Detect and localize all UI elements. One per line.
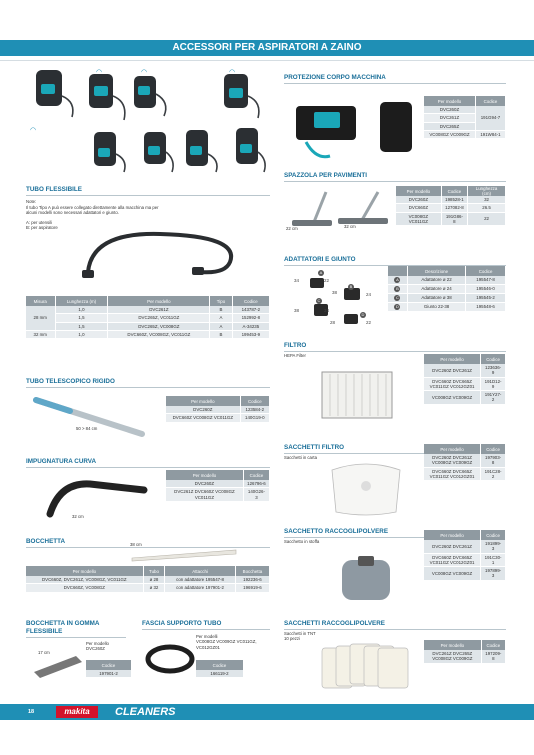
table-raccoglipolvere: Per modello Codice DVC260Z DVC261Z 191899-3 DVC660Z DVC665Z VC011GZ VC012GZ01 191C30-1 VC008GZ VC009GZ 197899-3 [424, 530, 506, 581]
section-title-sacchetti-filtro: SACCHETTI FILTRO [284, 444, 345, 451]
section-title-fascia: FASCIA SUPPORTO TUBO [142, 620, 222, 627]
section-title-tubo-telescopico: TUBO TELESCOPICO RIGIDO [26, 378, 115, 385]
dimension-label: 32 cm [344, 224, 356, 229]
table-row: DVC260Z 126796-6 [166, 480, 270, 488]
table-spazzola: Per modello Codice Lunghezza (cm) DVC260Z 198528-1 32 DVC660Z 127082-8 26.5 VC008GZ VC011GZ 191G86-8 22 [396, 186, 506, 226]
table-row: D Giunto 22-38 195548-6 [388, 303, 506, 312]
section-title-impugnatura: IMPUGNATURA CURVA [26, 458, 97, 465]
table-row: A Adattatore ø 22 195547-8 [388, 276, 506, 285]
section-title-filtro: FILTRO [284, 342, 307, 349]
section-title-tubo-flessibile: TUBO FLESSIBILE [26, 186, 82, 193]
wifi-icon: ◠ [96, 69, 103, 76]
page-number: 18 [28, 709, 35, 715]
bag-image [326, 460, 406, 518]
section-divider [26, 195, 270, 196]
section-title-bocchetta-gomma: BOCCHETTA IN GOMMA FLESSIBILE [26, 620, 100, 635]
title-divider [0, 60, 534, 61]
backpack-vacuum-image [24, 62, 274, 180]
table-impugnatura: Per modello Codice DVC260Z 126796-6 DVC261Z DVC660Z VC008GZ VC011GZ 140G26-3 [166, 470, 270, 502]
table-row: DVC660Z DVC665Z VC011GZ VC012GZ01 191C30-1 [424, 553, 506, 567]
table-bocchetta-gomma: Codice 197901-2 [86, 660, 132, 678]
table-row: DVC261Z [424, 114, 506, 122]
section-divider [26, 467, 270, 468]
adapter-dimensions: A 34 22 B 38 24 C 38 34 D 28 22 [294, 270, 372, 325]
table-row: 32 mm 1,0 DVC660Z, VC008GZ, VC011GZ B 199453-9 [26, 330, 270, 338]
table-row: DVC260Z 198528-1 32 [396, 196, 506, 204]
table-tubo-telescopico: Per modello Codice DVC260Z 123584-2 DVC660Z VC008GZ VC011GZ 140G19-0 [166, 396, 270, 423]
table-row: DVC260Z DVC261Z 123636-9 [424, 364, 506, 377]
note-label: Note: [26, 199, 37, 204]
table-row: DVC660Z DVC665Z VC011GZ VC012GZ01 191D12-9 [424, 377, 506, 391]
table-row: 197901-2 [86, 670, 132, 678]
table-row: B Adattatore ø 24 195546-0 [388, 285, 506, 294]
section-divider [26, 637, 126, 638]
hose-image [80, 222, 250, 284]
table-row: 1,5 DVC265Z, VC011GZ A 152992-8 [26, 314, 270, 322]
legend-b: B: per aspiratore [26, 225, 58, 231]
section-title-sacchetti-raccoglipolvere: SACCHETTI RACCOGLIPOLVERE [284, 620, 385, 627]
table-row: DVC660Z 127082-8 26.5 [396, 204, 506, 212]
table-row: DVC660Z, VC008GZ ø 32 con adattatore 197901-2 196919-6 [26, 584, 270, 592]
section-divider [284, 83, 506, 84]
category-title: CLEANERS [115, 706, 176, 718]
brand-logo: makita [56, 706, 98, 718]
dimension-label: 32 cm [72, 514, 84, 519]
table-row: VC008GZ VC009GZ 197899-3 [424, 567, 506, 581]
note-text: Il tubo Tipo A può essere collegato direttamente alla macchina ma per alcuni modelli sono necessari adattatori e giunto. [26, 204, 159, 216]
table-row: DVC660Z, DVC261Z, VC008GZ, VC011GZ ø 28 con adattatore 195547-8 192236-6 [26, 576, 270, 584]
model-text: DVC260Z [86, 646, 105, 651]
section-title-bocchetta: BOCCHETTA [26, 538, 66, 545]
table-filtro: Per modello Codice DVC260Z DVC261Z 123636-9 DVC660Z DVC665Z VC011GZ VC012GZ01 191D12-9 VC008GZ VC009GZ 191Y27-2 [424, 354, 506, 405]
handle-image [40, 474, 150, 520]
table-adattatori: Descrizione Codice A Adattatore ø 22 195547-8 B Adattatore ø 24 195546-0 C Adattatore ø 38 195545-2 D Giunto 22-38 195548-6 [388, 266, 506, 312]
table-tubo-flessibile: Misura Lunghezza (m) Per modello Tipo Codice 28 mm 1,0 DVC261Z B 143787-2 1,5 DVC265Z, VC011GZ A 152992-8 1,5 DVC265Z, VC008GZ A A-34235 32 mm 1,0 DVC660Z, VC008GZ, VC011GZ B 199453-9 [26, 296, 270, 339]
legend-a: A: per utensili [26, 219, 53, 225]
for-model-label: Per modelli [196, 634, 218, 639]
section-divider [142, 629, 270, 630]
table-row: 1,5 DVC265Z, VC008GZ A A-34235 [26, 322, 270, 330]
table-row: DVC660Z DVC665Z VC011GZ VC012GZ01 191C28-2 [424, 467, 506, 481]
body-protection-image [286, 86, 420, 162]
strap-image [144, 642, 196, 676]
subtitle: Sacchetti in TNT [284, 631, 316, 636]
table-row: 28 mm 1,0 DVC261Z B 143787-2 [26, 306, 270, 314]
pieces-label: 10 pezzi [284, 636, 301, 641]
hepa-filter-image [318, 368, 396, 422]
dimension-label: 17 cm [38, 650, 50, 655]
table-row: DVC260Z DVC261Z 191899-3 [424, 540, 506, 553]
subtitle: Sacchetti in carta [284, 455, 317, 460]
table-row: DVC260Z 123584-2 [166, 406, 270, 414]
table-protezione: Per modello Codice DVC260Z 191G94-7 DVC261Z DVC265Z VC008GZ VC009GZ 191W84-1 [424, 96, 506, 139]
wifi-icon: ◠ [229, 69, 236, 76]
table-row: DVC261Z DVC265Z VC008GZ VC009GZ 197209-8 [424, 650, 506, 663]
table-row: DVC261Z DVC660Z VC008GZ VC011GZ 140G26-3 [166, 488, 270, 502]
section-divider [284, 629, 506, 630]
tnt-bags-image [318, 640, 414, 696]
floor-brush-image [286, 186, 396, 236]
table-fascia: Codice 166119-2 [196, 660, 244, 678]
table-row: DVC260Z 191G94-7 [424, 106, 506, 114]
section-title-protezione: PROTEZIONE CORPO MACCHINA [284, 74, 386, 81]
table-row: 166119-2 [196, 670, 244, 678]
table-row: VC008GZ VC011GZ 191G86-8 22 [396, 212, 506, 226]
table-sacchetti-raccoglipolvere: Per modello Codice DVC261Z DVC265Z VC008GZ VC009GZ 197209-8 [424, 640, 506, 664]
table-row: DVC660Z VC008GZ VC011GZ 140G19-0 [166, 414, 270, 422]
models-text: VC008GZ VC009GZ VC011GZ, VC012GZ01 [196, 639, 257, 650]
tube-image [30, 394, 150, 440]
section-divider [284, 351, 506, 352]
table-row: DVC260Z DVC261Z VC008GZ VC009GZ 197903-8 [424, 454, 506, 467]
nozzle-image [130, 548, 240, 562]
table-sacchetti-filtro: Per modello Codice DVC260Z DVC261Z VC008GZ VC009GZ 197903-8 DVC660Z DVC665Z VC011GZ VC012GZ01 191C28-2 [424, 444, 506, 481]
table-row: DVC265Z [424, 122, 506, 130]
table-row: VC008GZ VC009GZ 191Y27-2 [424, 391, 506, 405]
section-title-adattatori: ADATTATORI E GIUNTO [284, 256, 356, 263]
dimension-label: 50 > 84 cm [76, 426, 98, 431]
subtitle: HEPA Filter [284, 353, 306, 358]
table-bocchetta: Per modello Tubo Attacchi Bocchetta DVC660Z, DVC261Z, VC008GZ, VC011GZ ø 28 con adattatore 195547-8 192236-6 DVC660Z, VC008GZ ø 32 con adattatore 197901-2 196919-6 [26, 566, 270, 593]
table-row: VC008GZ VC009GZ 191W84-1 [424, 130, 506, 138]
page-title: ACCESSORI PER ASPIRATORI A ZAINO [0, 40, 534, 56]
section-divider [284, 181, 506, 182]
cloth-bag-image [336, 554, 396, 606]
wifi-icon: ◠ [141, 69, 148, 76]
section-divider [26, 387, 270, 388]
table-row: C Adattatore ø 38 195545-2 [388, 294, 506, 303]
section-title-raccoglipolvere: SACCHETTO RACCOGLIPOLVERE [284, 528, 389, 535]
wifi-icon: ◠ [30, 127, 37, 134]
section-title-spazzola: SPAZZOLA PER PAVIMENTI [284, 172, 368, 179]
subtitle: Sacchetto in stoffa [284, 539, 320, 544]
dimension-label: 22 cm [286, 226, 298, 231]
dimension-label: 38 cm [130, 542, 142, 547]
for-model-label: Per modello [86, 641, 109, 646]
